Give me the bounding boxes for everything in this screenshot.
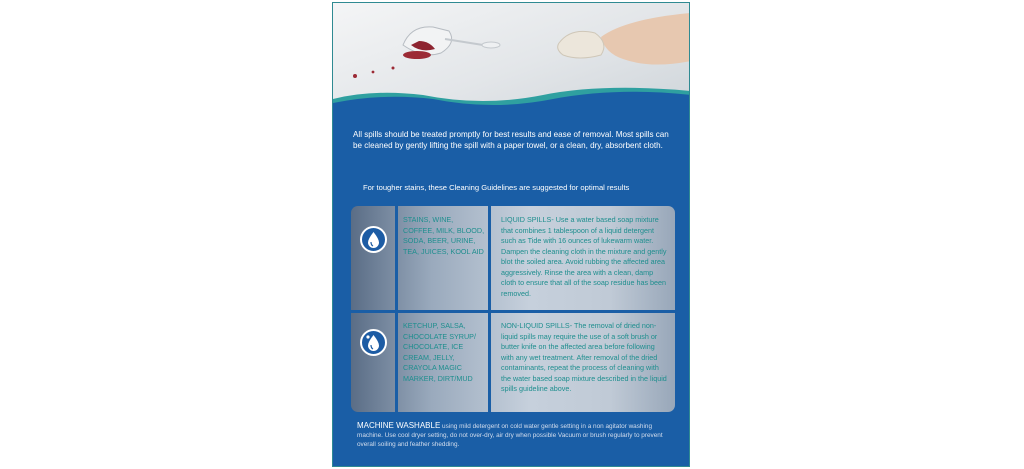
liquid-spill-instructions: LIQUID SPILLS- Use a water based soap mixture that combines 1 tablespoon of a liquid detergent such as Tide with 16 ounces of lukewarm water. Dampen the cleaning cloth in the mixture and gently blot the soiled area. Avoid rubbing the affected area aggressively. Rinse the area with a clean, damp cloth to ensure that all of the soap residue has been removed. xyxy=(501,215,667,298)
washing-instructions xyxy=(357,421,675,449)
guidelines-note: For tougher stains, these Cleaning Guidelines are suggested for optimal results xyxy=(363,183,630,192)
liquid-stain-list: STAINS, WINE, COFFEE, MILK, BLOOD, SODA, BEER, URINE, TEA, JUICES, KOOL AID xyxy=(403,215,485,256)
machine-washable-heading: MACHINE WASHABLE xyxy=(357,421,441,430)
washing-instructions-text: using mild detergent on cold water gentle setting in a non agitator washing machine. Use cool dryer setting, do not over-dry, air dry when possible Vacuum or brush regularly to prevent overall soiling and feather shedding. xyxy=(357,423,663,448)
teal-wave-divider xyxy=(333,81,690,121)
intro-text: All spills should be treated promptly for best results and ease of removal. Most spills can be cleaned by gently lifting the spill with a paper towel, or a clean, dry, absorbent cloth. xyxy=(353,130,669,150)
cleaning-guidelines-table xyxy=(351,206,675,412)
row-divider xyxy=(351,310,675,313)
liquid-drop-icon xyxy=(360,226,387,253)
column-divider xyxy=(488,206,491,412)
column-divider xyxy=(395,206,398,412)
care-card xyxy=(332,2,690,467)
non-liquid-stain-list: KETCHUP, SALSA, CHOCOLATE SYRUP/ CHOCOLATE, ICE CREAM, JELLY, CRAYOLA MAGIC MARKER, DIRT/MUD xyxy=(403,321,476,383)
non-liquid-drop-icon xyxy=(360,329,387,356)
non-liquid-spill-instructions: NON-LIQUID SPILLS- The removal of dried non-liquid spills may require the use of a soft brush or butter knife on the affected area before following with any wet treatment. After removal of the dried contaminants, repeat the process of cleaning with the water based soap mixture described in the liquid spills guideline above. xyxy=(501,321,667,393)
